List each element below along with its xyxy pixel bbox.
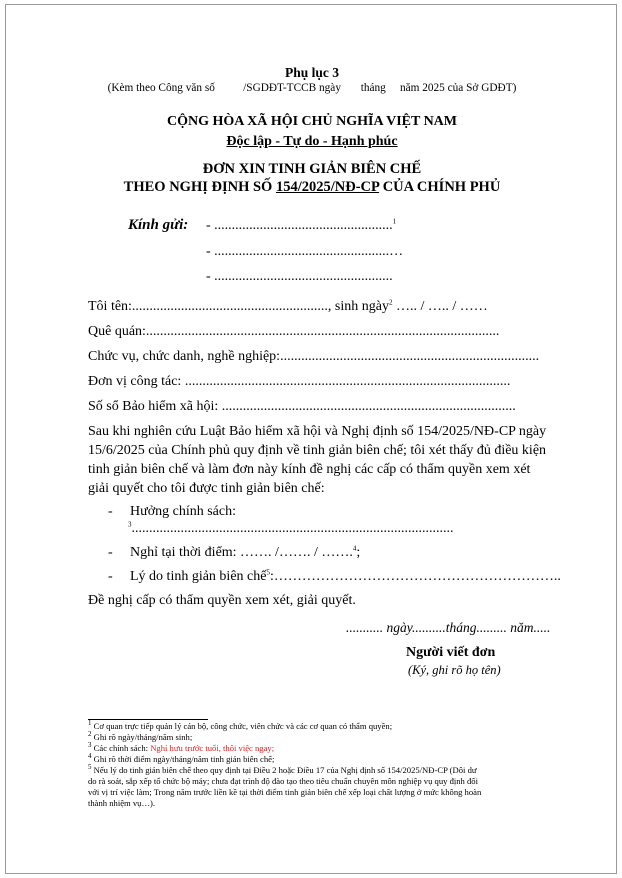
footnote-ref-3: 3 xyxy=(128,520,132,529)
title-decree: 154/2025/NĐ-CP xyxy=(275,179,380,195)
body-line-3: tinh giản biên chế và làm đơn này kính đề nghị các cấp có thẩm quyền xem xét xyxy=(88,462,531,477)
footnote-ref-1: 1 xyxy=(392,217,397,226)
birth-date: ….. / ….. / …… xyxy=(392,299,488,314)
recipient-line-1 xyxy=(206,218,396,234)
title-suffix: CỦA CHÍNH PHỦ xyxy=(379,179,501,195)
footnote-3-highlight: Nghỉ hưu trước tuổi, thôi việc ngay; xyxy=(150,743,275,753)
footnote-4-text: Ghi rõ thời điểm ngày/tháng/năm tinh giản biên chế; xyxy=(91,754,275,764)
document-title-line2 xyxy=(6,179,618,196)
footnote-4-num: 4 xyxy=(88,752,92,761)
reason-label: Lý do tinh giản biên chế xyxy=(130,569,267,584)
footnote-2 xyxy=(88,732,192,743)
footnote-5-cont-1: do rà soát, sắp xếp tổ chức bộ máy; chưa đạt trình độ đào tạo theo tiêu chuẩn chuyên môn nghiệp vụ quy định đối xyxy=(88,776,478,786)
footnote-ref-5: 5 xyxy=(266,568,270,577)
footnote-1-num: 1 xyxy=(88,719,92,728)
body-line-2: 15/6/2025 của Chính phủ quy định về tinh giản biên chế; tôi xét thấy đủ điều kiện xyxy=(88,443,547,458)
footnote-2-num: 2 xyxy=(88,730,92,739)
attached-note: (Kèm theo Công văn số /SGDĐT-TCCB ngày tháng năm 2025 của Sở GDĐT) xyxy=(107,82,517,94)
recipient-line-2: - ..................................................… xyxy=(206,244,404,259)
footnote-5-num: 5 xyxy=(88,763,92,772)
footnote-3-num: 3 xyxy=(88,741,92,750)
document-page xyxy=(5,4,617,874)
body-line-4: giải quyết cho tôi được tinh giản biên chế: xyxy=(88,481,325,496)
recipient-label: Kính gửi: xyxy=(128,217,189,233)
leave-end: ; xyxy=(356,545,361,560)
footnote-3-text: Các chính sách: xyxy=(91,743,151,753)
bullet-dash-3: - xyxy=(108,569,113,584)
signature-date-line: ........... ngày..........tháng......... năm..... xyxy=(346,620,551,635)
reason-dots: :…………………………………………………….. xyxy=(269,569,561,584)
appendix-title: Phụ lục 3 xyxy=(284,65,339,80)
insurance-field: Số sổ Bảo hiểm xã hội: .................................................................................... xyxy=(88,399,516,414)
leave-line xyxy=(130,545,360,561)
footnote-1 xyxy=(88,721,392,732)
footnote-5-cont-3: thành nhiệm vụ…). xyxy=(88,798,156,808)
document-title-line1: ĐƠN XIN TINH GIẢN BIÊN CHẾ xyxy=(202,161,422,177)
hometown-field: Quê quán:..................................................................................................... xyxy=(88,324,500,339)
body-line-1: Sau khi nghiên cứu Luật Bảo hiểm xã hội và Nghị định số 154/2025/NĐ-CP ngày xyxy=(88,424,547,439)
footnote-4 xyxy=(88,754,274,765)
leave-label: Nghỉ tại thời điểm: ……. /……. / ……. xyxy=(130,545,353,560)
position-field: Chức vụ, chức danh, nghề nghiệp:.......................................................................... xyxy=(88,349,540,364)
bullet-dash-1: - xyxy=(108,504,113,519)
unit-field: Đơn vị công tác: ............................................................................................. xyxy=(88,374,511,389)
footnote-5-text: Nếu lý do tinh giản biên chế theo quy định tại Điều 2 hoặc Điều 17 của Nghị định số 154/2025/NĐ-CP (Dôi dư xyxy=(91,765,477,775)
footnote-ref-4: 4 xyxy=(352,544,357,553)
footnote-3 xyxy=(88,743,274,754)
bullet-dash-2: - xyxy=(108,545,113,560)
footnote-1-text: Cơ quan trực tiếp quản lý cán bộ, công chức, viên chức và các cơ quan có thẩm quyền; xyxy=(91,721,393,731)
motto-wrap xyxy=(6,132,618,150)
nation-name: CỘNG HÒA XÃ HỘI CHỦ NGHĨA VIỆT NAM xyxy=(166,114,457,129)
recipient-line-1-text: - ................................................... xyxy=(206,218,393,233)
policy-line xyxy=(128,521,454,537)
footnote-ref-2: 2 xyxy=(389,298,393,307)
footnote-5 xyxy=(88,765,477,776)
footnote-5-cont-2: với vị trí việc làm; Trong năm trước liền kề tại thời điểm tinh giản biên chế xếp loại chất lượng ở mức không hoàn xyxy=(88,787,482,797)
reason-line xyxy=(130,569,561,585)
policy-label: Hưởng chính sách: xyxy=(130,504,236,519)
motto: Độc lập - Tự do - Hạnh phúc xyxy=(226,134,398,149)
footnote-2-text: Ghi rõ ngày/tháng/năm sinh; xyxy=(91,732,193,742)
name-field-text: Tôi tên:........................................................, sinh ngày xyxy=(88,299,389,314)
request-line: Đề nghị cấp có thẩm quyền xem xét, giải quyết. xyxy=(88,593,356,608)
name-field xyxy=(88,299,488,315)
signature-instruction: (Ký, ghi rõ họ tên) xyxy=(408,663,501,677)
footnote-divider xyxy=(88,719,208,720)
signer-title: Người viết đơn xyxy=(406,645,496,660)
title-prefix: THEO NGHỊ ĐỊNH SỐ xyxy=(123,179,276,195)
recipient-line-3: - ................................................... xyxy=(206,269,393,284)
policy-dots: ............................................................................................ xyxy=(131,521,454,536)
